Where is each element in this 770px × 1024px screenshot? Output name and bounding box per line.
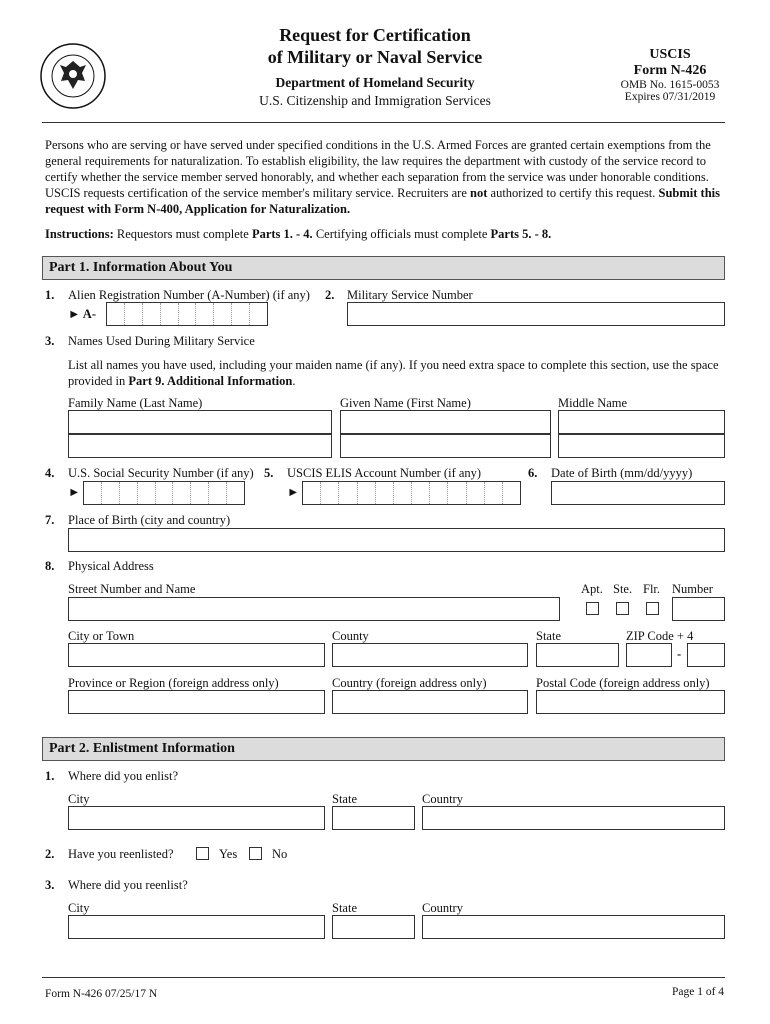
enlist-city-input[interactable] (68, 806, 325, 830)
flr-label: Flr. (643, 582, 661, 596)
reenlist-state-input[interactable] (332, 915, 415, 939)
q2-number: 2. (325, 288, 335, 302)
q3-number: 3. (45, 334, 55, 348)
elis-label: USCIS ELIS Account Number (if any) (287, 466, 482, 480)
q1-number: 1. (45, 288, 55, 302)
q4-number: 4. (45, 466, 55, 480)
part2-header: Part 2. Enlistment Information (42, 737, 725, 761)
enlist-country-input[interactable] (422, 806, 725, 830)
province-input[interactable] (68, 690, 325, 714)
postal-label: Postal Code (foreign address only) (536, 676, 710, 690)
ssn-arrow: ► (68, 485, 81, 499)
q5-number: 5. (264, 466, 274, 480)
reenlisted-yes-checkbox[interactable] (196, 847, 209, 860)
enlist-state-input[interactable] (332, 806, 415, 830)
city-label: City or Town (68, 629, 135, 643)
footer-rule (42, 977, 725, 978)
footer-form-id: Form N-426 07/25/17 N (45, 988, 158, 1000)
elis-arrow: ► (287, 485, 300, 499)
enlist-country-label: Country (422, 792, 463, 806)
ssn-label: U.S. Social Security Number (if any) (68, 466, 254, 480)
province-label: Province or Region (foreign address only) (68, 676, 279, 690)
middle-name-input-2[interactable] (558, 434, 725, 458)
q7-number: 7. (45, 513, 55, 527)
country-input[interactable] (332, 690, 528, 714)
p2-q2-number: 2. (45, 847, 55, 861)
reenlist-country-input[interactable] (422, 915, 725, 939)
enlist-label: Where did you enlist? (68, 769, 179, 783)
p2-q1-number: 1. (45, 769, 55, 783)
names-used-note: List all names you have used, including your maiden name (if any). If you need extra space to complete this section, use the space provided in Part 9. Additional Information. (68, 358, 719, 388)
ste-label: Ste. (613, 582, 633, 596)
county-label: County (332, 629, 369, 643)
a-number-prefix: ► A- (68, 307, 96, 321)
reenlist-country-label: Country (422, 901, 463, 915)
ssn-input[interactable] (83, 481, 245, 505)
physical-address-label: Physical Address (68, 559, 154, 573)
intro-paragraph: Persons who are serving or have served under specified conditions in the U.S. Armed Forces are granted certain exemptions from the general requirements for naturalization. To establish eligibility, the law requires the department with custody of the service record to certify whether the service member served honorably, and whether each separation from the service was under honorable conditions. USCIS requests certification of the service member's military service. Recruiters are not authorized to certify this request. Submit this request with Form N-400, Application for Naturalization. (45, 138, 721, 216)
elis-input[interactable] (302, 481, 521, 505)
reenlist-label: Where did you reenlist? (68, 878, 188, 892)
street-input[interactable] (68, 597, 560, 621)
family-name-label: Family Name (Last Name) (68, 396, 203, 410)
given-name-input-2[interactable] (340, 434, 551, 458)
instructions: Instructions: Requestors must complete Parts 1. - 4. Certifying officials must complete Parts 5. - 8. (45, 227, 552, 241)
apt-checkbox[interactable] (586, 602, 599, 615)
state-input[interactable] (536, 643, 619, 667)
part1-header: Part 1. Information About You (42, 256, 725, 280)
enlist-city-label: City (68, 792, 90, 806)
zip-dash: - (677, 647, 682, 661)
header-rule (42, 122, 725, 123)
military-service-number-input[interactable] (347, 302, 725, 326)
zip4-input[interactable] (687, 643, 725, 667)
city-input[interactable] (68, 643, 325, 667)
a-number-label: Alien Registration Number (A-Number) (if any) (68, 288, 310, 302)
given-name-label: Given Name (First Name) (340, 396, 471, 410)
state-label: State (536, 629, 561, 643)
agency-name: U.S. Citizenship and Immigration Services (259, 93, 491, 108)
reenlisted-label: Have you reenlisted? (68, 847, 174, 861)
dhs-seal (40, 43, 106, 109)
names-used-label: Names Used During Military Service (68, 334, 255, 348)
dob-label: Date of Birth (mm/dd/yyyy) (551, 466, 693, 480)
family-name-input-2[interactable] (68, 434, 332, 458)
ste-checkbox[interactable] (616, 602, 629, 615)
place-of-birth-label: Place of Birth (city and country) (68, 513, 231, 527)
enlist-state-label: State (332, 792, 357, 806)
dob-input[interactable] (551, 481, 725, 505)
place-of-birth-input[interactable] (68, 528, 725, 552)
military-service-number-label: Military Service Number (347, 288, 473, 302)
zip-input[interactable] (626, 643, 672, 667)
reenlisted-yes-label: Yes (219, 847, 238, 861)
reenlist-state-label: State (332, 901, 357, 915)
q8-number: 8. (45, 559, 55, 573)
unit-number-label: Number (672, 582, 713, 596)
reenlist-city-input[interactable] (68, 915, 325, 939)
form-id-block: USCIS Form N-426 OMB No. 1615-0053 Expires 07/31/2019 (620, 47, 720, 103)
form-title: Request for Certification of Military or Naval Service (267, 25, 483, 67)
reenlisted-no-checkbox[interactable] (249, 847, 262, 860)
family-name-input-1[interactable] (68, 410, 332, 434)
footer-page-number: Page 1 of 4 (672, 986, 725, 998)
apt-label: Apt. (581, 582, 603, 596)
flr-checkbox[interactable] (646, 602, 659, 615)
reenlisted-no-label: No (272, 847, 288, 861)
a-number-input[interactable] (106, 302, 268, 326)
middle-name-input-1[interactable] (558, 410, 725, 434)
given-name-input-1[interactable] (340, 410, 551, 434)
p2-q3-number: 3. (45, 878, 55, 892)
postal-input[interactable] (536, 690, 725, 714)
street-label: Street Number and Name (68, 582, 196, 596)
middle-name-label: Middle Name (558, 396, 628, 410)
country-label: Country (foreign address only) (332, 676, 487, 690)
q6-number: 6. (528, 466, 538, 480)
reenlist-city-label: City (68, 901, 90, 915)
zip-label: ZIP Code + 4 (626, 629, 694, 643)
county-input[interactable] (332, 643, 528, 667)
unit-number-input[interactable] (672, 597, 725, 621)
department-name: Department of Homeland Security (275, 75, 475, 90)
